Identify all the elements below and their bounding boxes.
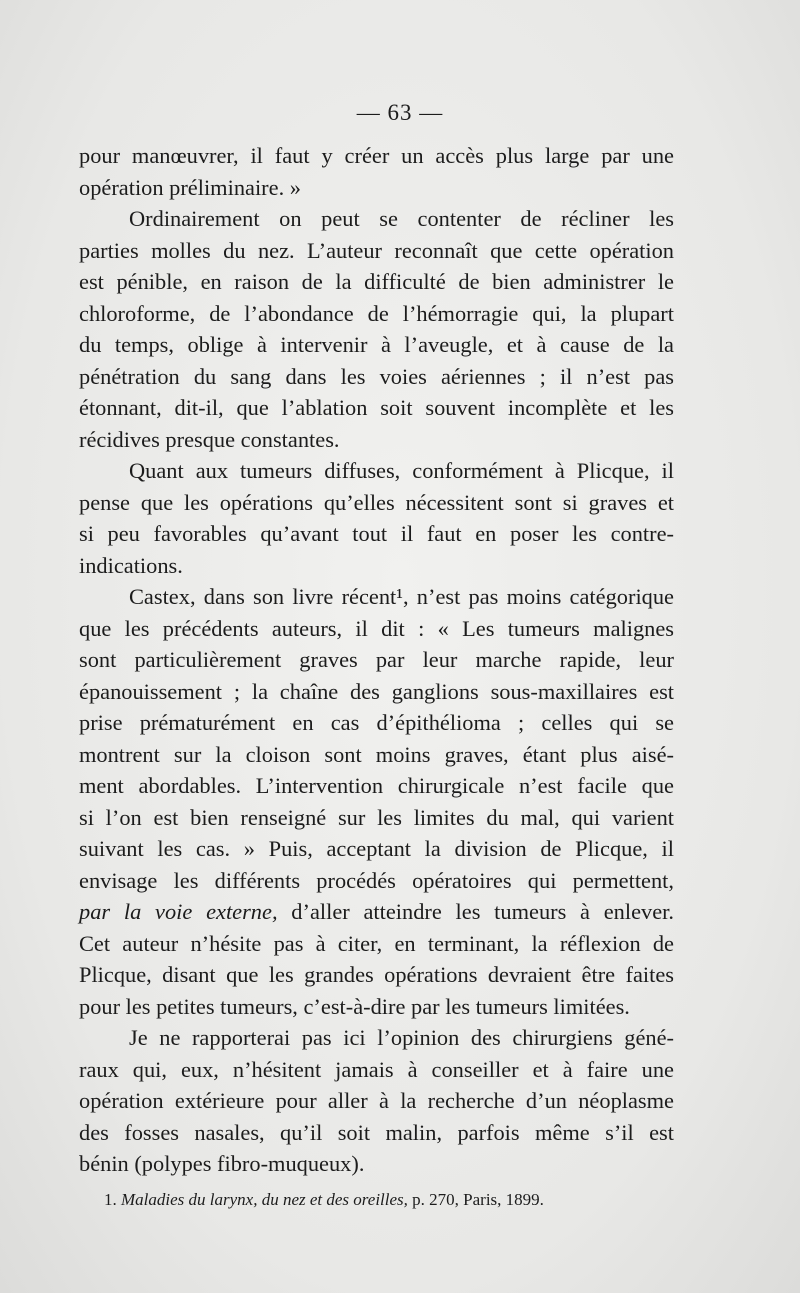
text-line: raux qui, eux, n’hésitent jamais à conseiller et à faire une <box>79 1056 674 1082</box>
paragraph <box>79 1022 674 1180</box>
body-text <box>79 140 674 1180</box>
line-rest: d’aller atteindre les tumeurs à enlever. <box>277 899 674 924</box>
text-line <box>79 896 674 928</box>
text-line: Cet auteur n’hésite pas à citer, en terminant, la réflexion de <box>79 930 674 956</box>
text-line: chloroforme, de l’abondance de l’hémorragie qui, la plupart <box>79 300 674 326</box>
text-line: pour manœuvrer, il faut y créer un accès plus large par une <box>79 143 674 168</box>
italic-phrase: par la voie externe, <box>79 899 278 924</box>
page-number: — 63 — <box>356 100 444 125</box>
text-line: pense que les opérations qu’elles nécessitent sont si graves et <box>79 489 674 515</box>
text-line: si peu favorables qu’avant tout il faut en poser les contre- <box>79 521 674 546</box>
text-line: sont particulièrement graves par leur marche rapide, leur <box>79 647 674 672</box>
text-line: opération extérieure pour aller à la recherche d’un néoplasme <box>79 1088 674 1113</box>
text-line: ment abordables. L’intervention chirurgicale n’est facile que <box>79 773 674 798</box>
text-line: Je ne rapporterai pas ici l’opinion des chirurgiens géné- <box>129 1025 674 1050</box>
text-line: Plicque, disant que les grandes opérations devraient être faites <box>79 962 674 987</box>
footnote-reference: p. 270, Paris, 1899. <box>407 1190 544 1209</box>
text-line: si l’on est bien renseigné sur les limites du mal, qui varient <box>79 804 674 830</box>
text-line: des fosses nasales, qu’il soit malin, parfois même s’il est <box>79 1119 674 1145</box>
text-line: Castex, dans son livre récent¹, n’est pas moins catégorique <box>129 584 674 609</box>
footnote-marker: 1. <box>104 1190 117 1209</box>
text-line: parties molles du nez. L’auteur reconnaît que cette opération <box>79 237 674 263</box>
text-line: bénin (polypes fibro-muqueux). <box>79 1151 365 1176</box>
text-line: opération préliminaire. » <box>79 174 301 200</box>
paragraph <box>79 140 674 203</box>
text-line: indications. <box>79 552 183 578</box>
text-line: suivant les cas. » Puis, acceptant la division de Plicque, il <box>79 836 674 861</box>
text-line: est pénible, en raison de la difficulté de bien administrer le <box>79 269 674 294</box>
text-line: récidives presque constantes. <box>79 426 340 452</box>
paragraph <box>79 455 674 581</box>
text-line: épanouissement ; la chaîne des ganglions sous-maxillaires est <box>79 678 674 704</box>
footnote <box>104 1190 704 1210</box>
text-line: que les précédents auteurs, il dit : « Les tumeurs malignes <box>79 615 674 641</box>
text-line: étonnant, dit-il, que l’ablation soit souvent incomplète et les <box>79 395 674 420</box>
text-line: prise prématurément en cas d’épithélioma ; celles qui se <box>79 710 674 735</box>
text-line: pour les petites tumeurs, c’est-à-dire par les tumeurs limitées. <box>79 993 630 1019</box>
paragraph <box>79 203 674 455</box>
text-line: Ordinairement on peut se contenter de récliner les <box>129 206 674 231</box>
paragraph <box>79 581 674 1022</box>
footnote-title: Maladies du larynx, du nez et des oreilles, <box>121 1190 408 1209</box>
text-line: du temps, oblige à intervenir à l’aveugle, et à cause de la <box>79 332 674 357</box>
text-line: pénétration du sang dans les voies aériennes ; il n’est pas <box>79 363 674 389</box>
text-line: envisage les différents procédés opératoires qui permettent, <box>79 867 674 893</box>
text-line: montrent sur la cloison sont moins graves, étant plus aisé- <box>79 741 674 767</box>
text-line: Quant aux tumeurs diffuses, conformément à Plicque, il <box>129 458 674 483</box>
